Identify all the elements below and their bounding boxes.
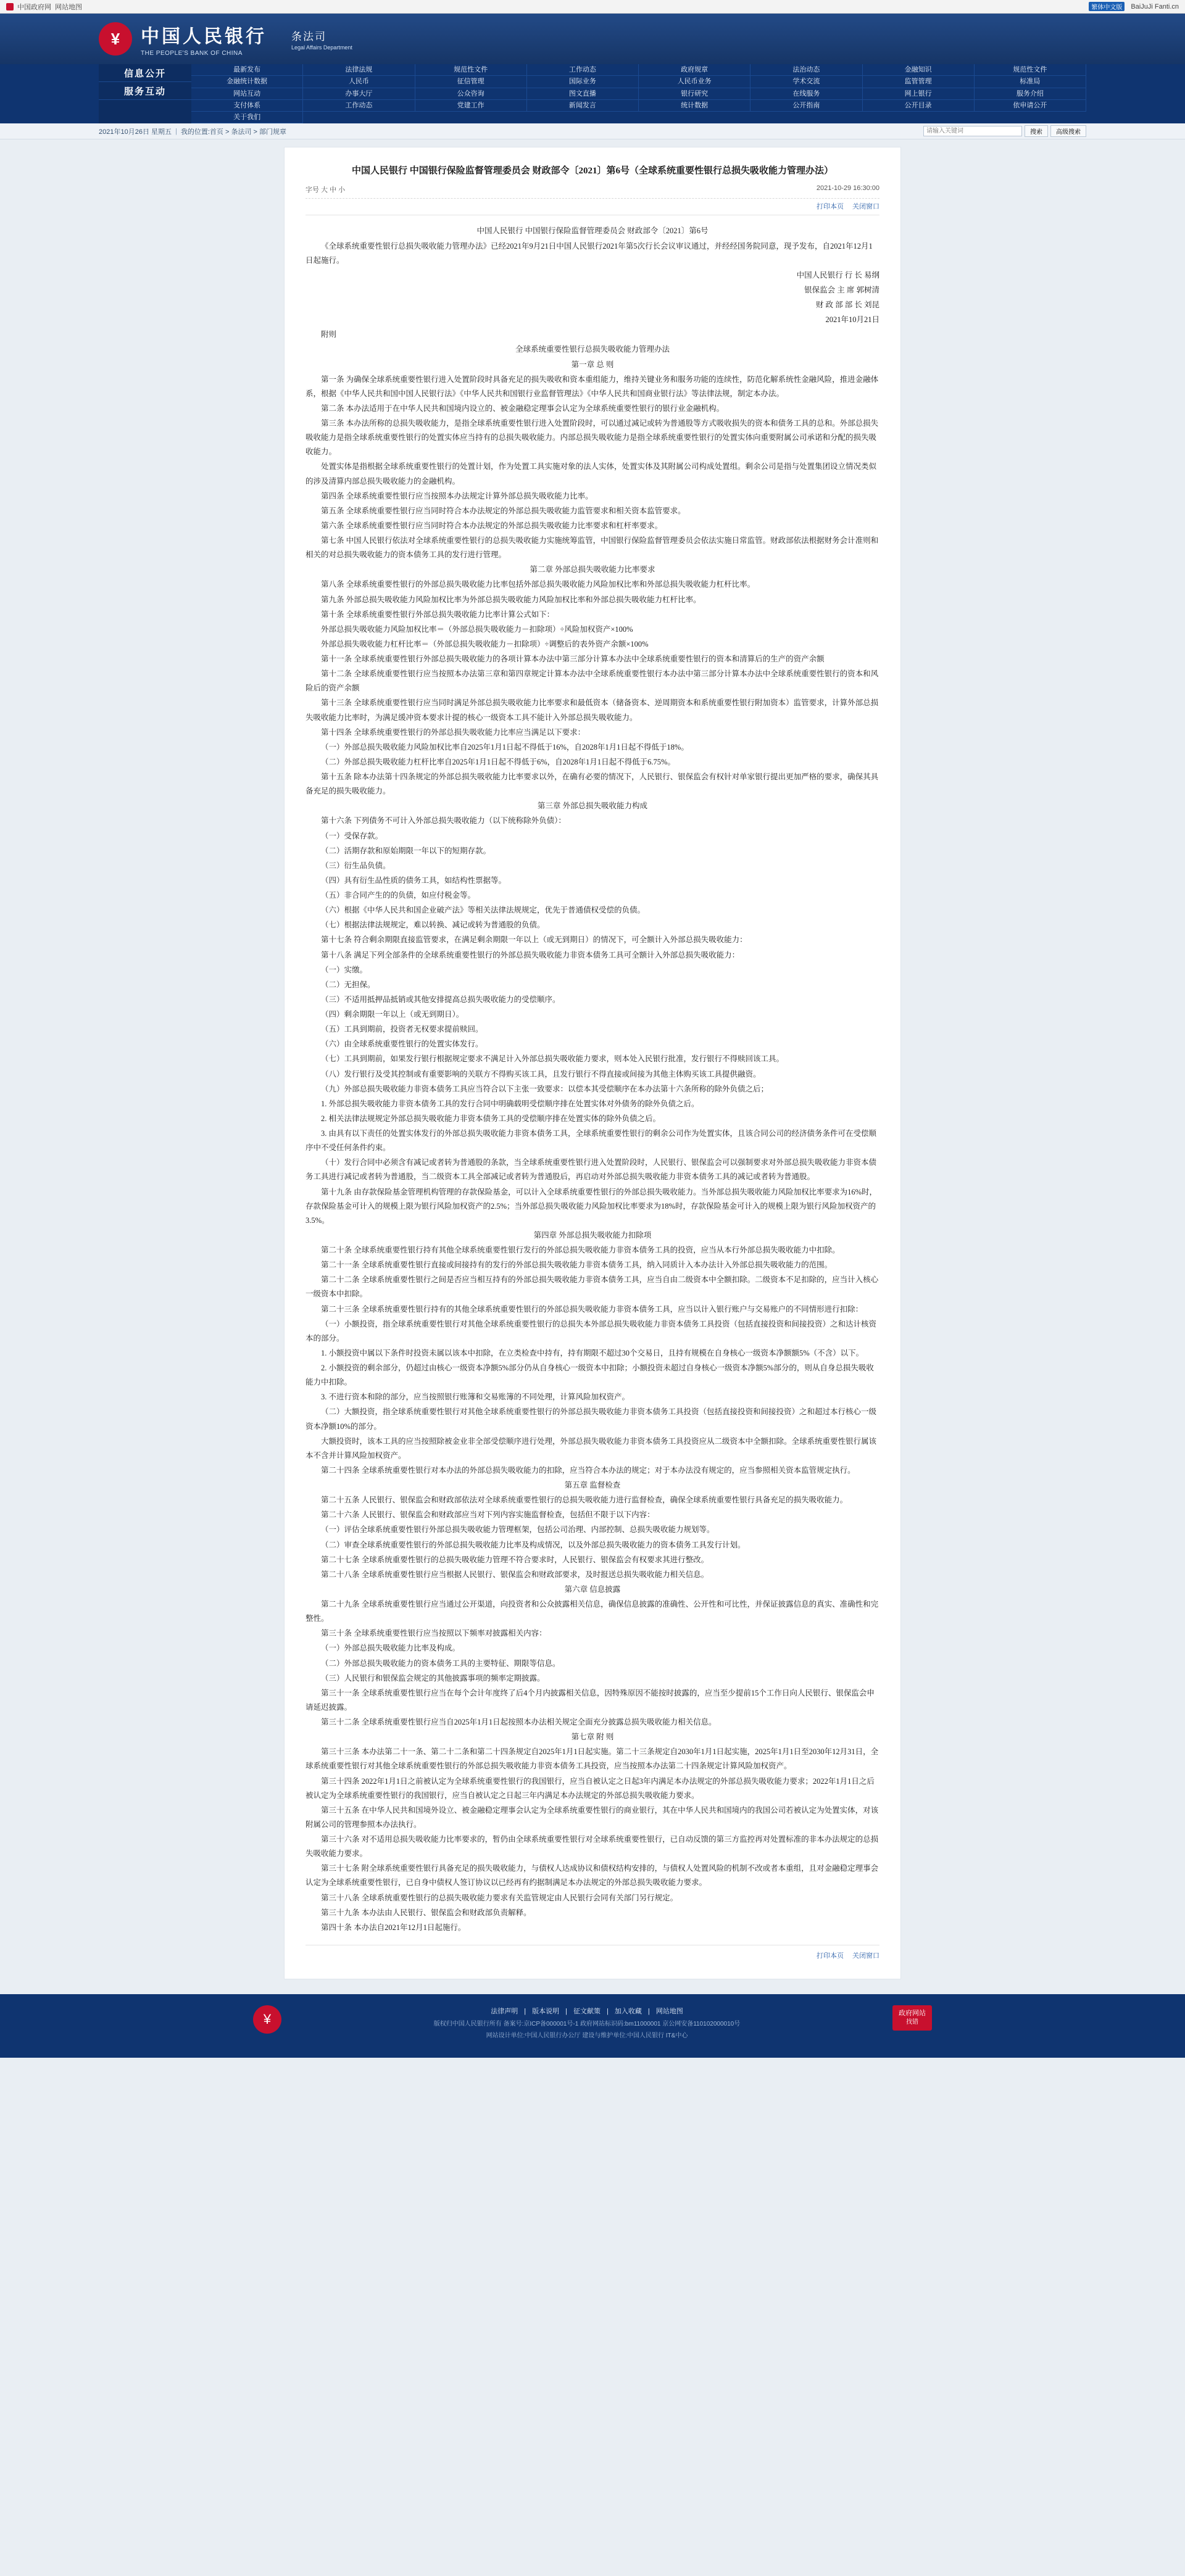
doc-paragraph: （二）无担保。 bbox=[321, 980, 375, 989]
site-title-en: THE PEOPLE'S BANK OF CHINA bbox=[141, 50, 243, 57]
doc-paragraph: （六）由全球系统重要性银行的处置实体发行。 bbox=[321, 1040, 483, 1049]
footer-emblem-icon: ¥ bbox=[253, 2005, 281, 2034]
flag-icon bbox=[6, 3, 14, 10]
doc-paragraph: 第二十八条 全球系统重要性银行应当根据人民银行、银保监会和财政部要求，及时报送总损失吸收能力相关信息。 bbox=[321, 1570, 709, 1579]
nav-item-22[interactable]: 网上银行 bbox=[863, 88, 975, 100]
doc-paragraph: （四）剩余期限一年以上（或无到期日）。 bbox=[321, 1010, 464, 1019]
doc-paragraph: （三）不适用抵押品抵销或其他安排提高总损失吸收能力的受偿顺序。 bbox=[321, 995, 560, 1004]
doc-paragraph: 第三十三条 本办法第二十一条、第二十二条和第二十四条规定自2025年1月1日起实施。第二十三条规定自2030年1月1日起实施，2025年1月1日至2030年12月31日，全球系统重要性银行对其他全球系统重要性银行的外部总损失吸收能力非资本债务工具投资，应当按照本办法第二十四条规定计算风险加权资产。 bbox=[306, 1747, 879, 1771]
doc-paragraph: （一）评估全球系统重要性银行外部总损失吸收能力管理框架，包括公司治理、内部控制、总损失吸收能力规划等。 bbox=[321, 1525, 715, 1534]
nav-item-25[interactable]: 工作动态 bbox=[303, 100, 415, 112]
nav-item-21[interactable]: 在线服务 bbox=[750, 88, 862, 100]
font-size-control[interactable]: 字号 大 中 小 bbox=[306, 186, 346, 194]
doc-paragraph: 第七条 中国人民银行依法对全球系统重要性银行的总损失吸收能力实施统筹监管，中国银行保险监督管理委员会依法实施日常监管。财政部依法根据财务会计准则和相关的对总损失吸收能力的资本债务工具的发行进行管理。 bbox=[306, 536, 879, 560]
doc-paragraph: 银保监会 主 席 郭树清 bbox=[804, 285, 879, 294]
site-title-cn: 中国人民银行 bbox=[141, 27, 267, 47]
doc-paragraph: 第三章 外部总损失吸收能力构成 bbox=[537, 801, 648, 811]
nav-item-23[interactable]: 服务介绍 bbox=[975, 88, 1086, 100]
doc-paragraph: 第十九条 由存款保险基金管理机构管理的存款保险基金，可以计入全球系统重要性银行的外部总损失吸收能力。当外部总损失吸收能力风险加权比率要求为16%时，存款保险基金可计入的规模上限为银行风险加权资产的2.5%；当外部总损失吸收能力风险加权比率要求为18%时，存款保险基金可计入的规模上限为银行风险加权资产的3.5%。 bbox=[306, 1187, 878, 1225]
nav-item-28[interactable]: 统计数据 bbox=[639, 100, 750, 112]
breadcrumb-separator: | bbox=[175, 127, 177, 135]
doc-paragraph: 第三十八条 全球系统重要性银行的总损失吸收能力要求有关监管规定由人民银行会同有关部门另行规定。 bbox=[321, 1893, 678, 1902]
gov-site-badge-line1: 政府网站 bbox=[899, 2009, 926, 2017]
site-footer bbox=[0, 1994, 1185, 2058]
search-input[interactable] bbox=[923, 126, 1022, 136]
nav-item-9[interactable]: 人民币 bbox=[303, 76, 415, 88]
doc-paragraph: 第三十四条 2022年1月1日之前被认定为全球系统重要性银行的我国银行，应当自被认定之日起3年内满足本办法规定的外部总损失吸收能力要求；2022年1月1日之后被认定为全球系统重要性银行的我国银行，应当自被认定之日起三年内满足本办法规定的外部总损失吸收能力要求。 bbox=[306, 1776, 875, 1800]
doc-paragraph: 《全球系统重要性银行总损失吸收能力管理办法》已经2021年9月21日中国人民银行2021年第5次行长会议审议通过，并经经国务院同意，现予发布，自2021年12月1日起施行。 bbox=[306, 241, 873, 265]
doc-paragraph: （七）工具到期前，如果发行银行根据规定要求不满足计入外部总损失吸收能力要求，则本处入民银行批准，发行银行不得赎回该工具。 bbox=[321, 1054, 784, 1064]
doc-paragraph: 第二十三条 全球系统重要性银行持有的其他全球系统重要性银行的外部总损失吸收能力非资本债务工具，应当以计入银行账户与交易账户的不同情形进行扣除： bbox=[321, 1304, 863, 1314]
nav-item-7[interactable]: 规范性文件 bbox=[975, 64, 1086, 76]
close-button-top[interactable]: 关闭窗口 bbox=[852, 203, 879, 211]
dept-title-en: Legal Affairs Department bbox=[291, 44, 352, 51]
doc-paragraph: （一）实缴。 bbox=[321, 965, 368, 974]
doc-paragraph: 全球系统重要性银行总损失吸收能力管理办法 bbox=[515, 345, 670, 354]
doc-paragraph: （十）发行合同中必须含有减记或者转为普通股的条款，当全球系统重要性银行进入处置阶段时，人民银行、银保监会可以强制要求对外部总损失吸收能力非资本债务工具进行减记或者转为普通股，当二级资本工具全部减记或者转为普通股后，再启动对外部总损失吸收能力非资本债务工具的减记或者转为普通股。 bbox=[306, 1158, 877, 1182]
doc-paragraph: 第三十二条 全球系统重要性银行应当自2025年1月1日起按照本办法相关规定全面充分披露总损失吸收能力相关信息。 bbox=[321, 1718, 717, 1727]
nav-item-20[interactable]: 银行研究 bbox=[639, 88, 750, 100]
footer-link-separator: | bbox=[524, 2007, 526, 2015]
dept-title-cn: 条法司 bbox=[291, 30, 326, 43]
nav-item-14[interactable]: 监管管理 bbox=[863, 76, 975, 88]
doc-paragraph: 第十五条 除本办法第十四条规定的外部总损失吸收能力比率要求以外，在确有必要的情况下，人民银行、银保监会有权针对单家银行提出更加严格的要求，确保其具备充足的损失吸收能力。 bbox=[306, 772, 879, 796]
doc-paragraph: 第十一条 全球系统重要性银行外部总损失吸收能力的各项计算本办法中第三部分计算本办法中全球系统重要性银行的资本和清算后的生产的资产余额 bbox=[321, 655, 825, 664]
publish-timestamp: 2021-10-29 16:30:00 bbox=[816, 184, 879, 193]
browser-right-label: BaiJuJi Fanti.cn bbox=[1131, 2, 1179, 10]
nav-left-column bbox=[99, 64, 191, 123]
doc-paragraph: 第二十五条 人民银行、银保监会和财政部依法对全球系统重要性银行的总损失吸收能力进行监督检查，确保全球系统重要性银行具备充足的损失吸收能力。 bbox=[321, 1496, 848, 1505]
sitemap-link[interactable]: 网站地图 bbox=[55, 3, 82, 11]
doc-paragraph: （一）外部总损失吸收能力风险加权比率自2025年1月1日起不得低于16%，自2028年1月1日起不得低于18%。 bbox=[321, 742, 689, 752]
doc-paragraph: 第四条 全球系统重要性银行应当按照本办法规定计算外部总损失吸收能力比率。 bbox=[321, 491, 593, 500]
site-header bbox=[0, 14, 1185, 64]
doc-paragraph: 第三十七条 附全球系统重要性银行具备充足的损失吸收能力，与债权人达成协议和债权结构安排的，与债权人处置风险的机制不改或者本重组，且对金融稳定理事会认定为全球系统重要性银行，已自身中债权人签订协议以已经再有约据制满足本办法规定的外部总损失吸收能力要求。 bbox=[306, 1864, 879, 1887]
nav-item-32[interactable]: 关于我们 bbox=[191, 112, 303, 123]
close-button-bottom[interactable]: 关闭窗口 bbox=[852, 1952, 879, 1960]
doc-paragraph: 第五条 全球系统重要性银行应当同时符合本办法规定的外部总损失吸收能力监管要求和相关资本监管要求。 bbox=[321, 506, 686, 515]
footer-link-3[interactable]: 加入收藏 bbox=[614, 2007, 642, 2015]
document-paper bbox=[284, 147, 901, 1979]
document-body bbox=[306, 224, 879, 1935]
doc-paragraph: 第一章 总 则 bbox=[571, 360, 614, 369]
doc-paragraph: （二）外部总损失吸收能力杠杆比率自2025年1月1日起不得低于6%，自2028年1月1日起不得低于6.75%。 bbox=[321, 757, 675, 766]
doc-paragraph: （六）根据《中华人民共和国企业破产法》等相关法律法规规定，优先于普通债权受偿的负债。 bbox=[321, 906, 646, 915]
doc-paragraph: 第一条 为确保全球系统重要性银行进入处置阶段时具备充足的损失吸收和资本重组能力，维持关键业务和服务功能的连续性，防范化解系统性金融风险，推进金融体系，根据《中华人民共和国中国人民银行法》《中华人民共和国银行业监督管理法》《中华人民共和国商业银行法》等法律法规，制定本办法。 bbox=[306, 375, 879, 398]
footer-link-separator: | bbox=[607, 2007, 609, 2015]
doc-paragraph: 第三十六条 对不适用总损失吸收能力比率要求的，暂仍由全球系统重要性银行对全球系统重要性银行，已自动反馈的第三方监控再对处置标准的非本办法规定的总损失吸收能力要求。 bbox=[306, 1835, 879, 1858]
doc-paragraph: （一）受保存款。 bbox=[321, 831, 383, 840]
breadcrumb-bar bbox=[0, 123, 1185, 139]
doc-paragraph: 第十二条 全球系统重要性银行应当按照本办法第三章和第四章规定计算本办法中全球系统重要性银行本办法中第三部分计算本办法中全球系统重要性银行的资本和风险后的资产余额 bbox=[306, 669, 879, 693]
doc-paragraph: （九）外部总损失吸收能力非资本债务工具应当符合以下主张一致要求：以偿本其受偿顺序在本办法第十六条所称的除外负债之后； bbox=[321, 1084, 769, 1093]
footer-links bbox=[297, 2005, 876, 2018]
traditional-chinese-toggle[interactable]: 繁体中文版 bbox=[1089, 2, 1125, 11]
doc-paragraph: 第二十条 全球系统重要性银行持有其他全球系统重要性银行发行的外部总损失吸收能力非资本债务工具的投资，应当从本行外部总损失吸收能力中扣除。 bbox=[321, 1246, 840, 1255]
doc-paragraph: 2021年10月21日 bbox=[825, 315, 879, 325]
nav-item-1[interactable]: 法律法规 bbox=[303, 64, 415, 76]
doc-paragraph: （二）活期存款和原始期限一年以下的短期存款。 bbox=[321, 846, 491, 855]
nav-item-24[interactable]: 支付体系 bbox=[191, 100, 303, 112]
footer-link-0[interactable]: 法律声明 bbox=[491, 2007, 518, 2015]
nav-item-29[interactable]: 公开指南 bbox=[750, 100, 862, 112]
nav-item-18[interactable]: 公众咨询 bbox=[415, 88, 527, 100]
nav-item-31[interactable]: 依申请公开 bbox=[975, 100, 1086, 112]
footer-link-4[interactable]: 网站地图 bbox=[655, 2007, 683, 2015]
doc-paragraph: 附则 bbox=[321, 330, 337, 339]
doc-paragraph: 第十七条 符合剩余期限直接监管要求，在满足剩余期限一年以上（或无到期日）的情况下，可全额计入外部总损失吸收能力： bbox=[321, 935, 747, 945]
doc-paragraph: （一）小额投资，指全球系统重要性银行对其他全球系统重要性银行的总损失本外部总损失吸收能力非资本债务工具投资（包括直接投资和间接投资）之和达计核资本的部分。 bbox=[306, 1319, 877, 1343]
doc-paragraph: 第三十一条 全球系统重要性银行应当在每个会计年度终了后4个月内披露相关信息，因特殊原因不能按时披露的，应当至少提前15个工作日向人民银行、银保监会申请延迟披露。 bbox=[306, 1688, 875, 1712]
doc-paragraph: 第二十一条 全球系统重要性银行直接或间接持有的发行的外部总损失吸收能力非资本债务工具，纳入同质计入本办法计入外部总损失吸收能力的范围。 bbox=[321, 1261, 833, 1270]
doc-paragraph: （四）具有衍生品性质的债务工具，如结构性票据等。 bbox=[321, 876, 507, 885]
doc-paragraph: 处置实体是指根据全球系统重要性银行的处置计划，作为处置工具实施对象的法人实体，处置实体及其附属公司构成处置组。剩余公司是指与处置集团设立情况类似的涉及清算内部总损失吸收能力的金融机构。 bbox=[306, 462, 877, 486]
nav-item-19[interactable]: 图文直播 bbox=[527, 88, 639, 100]
doc-paragraph: 第六章 信息披露 bbox=[564, 1584, 621, 1594]
advanced-search-button[interactable]: 高级搜索 bbox=[1050, 125, 1086, 137]
doc-paragraph: 外部总损失吸收能力杠杆比率＝（外部总损失吸收能力－扣除项）÷调整后的表外资产余额×100% bbox=[321, 639, 649, 648]
nav-item-27[interactable]: 新闻发言 bbox=[527, 100, 639, 112]
nav-item-10[interactable]: 征信管理 bbox=[415, 76, 527, 88]
doc-paragraph: （五）非合同产生的的负债，如应付税金等。 bbox=[321, 891, 476, 900]
doc-paragraph: 财 政 部 部 长 刘昆 bbox=[815, 300, 879, 310]
doc-paragraph: （五）工具到期前，投资者无权要求提前赎回。 bbox=[321, 1025, 483, 1034]
footer-link-1[interactable]: 版本说明 bbox=[532, 2007, 560, 2015]
nav-item-5[interactable]: 法治动态 bbox=[750, 64, 862, 76]
footer-maintainer: 网站设计单位:中国人民银行办公厅 建设与维护单位:中国人民银行 IT&中心 bbox=[486, 2032, 688, 2039]
doc-meta-row bbox=[306, 184, 879, 199]
doc-tools-bottom bbox=[306, 1945, 879, 1960]
browser-top-strip bbox=[0, 0, 1185, 14]
gov-site-badge[interactable] bbox=[892, 2005, 932, 2031]
doc-paragraph: 第三条 本办法所称的总损失吸收能力，是指全球系统重要性银行进入处置阶段时，可以通过减记或转为普通股等方式吸收损失的资本和债务工具的总和。外部总损失吸收能力是指全球系统重要性银行的处置实体应当持有的总损失吸收能力。内部总损失吸收能力是指全球系统重要性银行的处置实体向重要附属公司承诺和分配的损失吸收能力。 bbox=[306, 419, 879, 457]
doc-paragraph: 第十四条 全球系统重要性银行的外部总损失吸收能力比率应当满足以下要求： bbox=[321, 727, 586, 737]
doc-paragraph: （二）审查全球系统重要性银行的外部总损失吸收能力比率及构成情况，以及外部总损失吸收能力的资本债务工具发行计划。 bbox=[321, 1540, 746, 1549]
main-navigation bbox=[0, 64, 1185, 123]
nav-item-11[interactable]: 国际业务 bbox=[527, 76, 639, 88]
nav-item-2[interactable]: 规范性文件 bbox=[415, 64, 527, 76]
nav-item-15[interactable]: 标准局 bbox=[975, 76, 1086, 88]
doc-paragraph: 3. 由具有以下责任的处置实体发行的外部总损失吸收能力非资本债务工具，全球系统重要性银行的剩余公司作为处置实体，且该合同公司的经济债务条件可在受偿顺序中不受任何条件约束。 bbox=[306, 1129, 877, 1153]
doc-paragraph: 第五章 监督检查 bbox=[564, 1481, 621, 1490]
gov-portal-link[interactable]: 中国政府网 bbox=[17, 3, 51, 11]
nav-item-8[interactable]: 金融统计数据 bbox=[191, 76, 303, 88]
page-title: 中国人民银行 中国银行保险监督管理委员会 财政部令〔2021〕第6号（全球系统重要性银行总损失吸收能力管理办法） bbox=[351, 166, 833, 176]
nav-item-3[interactable]: 工作动态 bbox=[527, 64, 639, 76]
doc-paragraph: （八）发行银行及受其控制或有重要影响的关联方不得购买该工具，且发行银行不得直接或间接为其他主体购买该工具提供融资。 bbox=[321, 1069, 761, 1079]
current-date: 2021年10月26日 星期五 bbox=[99, 128, 172, 136]
doc-paragraph: 1. 外部总损失吸收能力非资本债务工具的发行合同中明确载明受偿顺序排在处置实体对外债务的除外负债之后。 bbox=[321, 1099, 699, 1108]
doc-paragraph: 中国人民银行 行 长 易纲 bbox=[796, 270, 879, 280]
pbc-emblem-icon: ¥ bbox=[99, 22, 132, 56]
doc-paragraph: 第二十四条 全球系统重要性银行对本办法的外部总损失吸收能力的扣除，应当符合本办法的规定；对于本办法没有规定的，应当参照相关资本监管规定执行。 bbox=[321, 1465, 855, 1475]
doc-paragraph: 中国人民银行 中国银行保险监督管理委员会 财政部令〔2021〕第6号 bbox=[476, 226, 709, 236]
doc-paragraph: 第九条 外部总损失吸收能力风险加权比率为外部总损失吸收能力风险加权比率和外部总损失吸收能力杠杆比率。 bbox=[321, 595, 701, 604]
doc-paragraph: （三）人民银行和银保监会规定的其他披露事项的频率定期披露。 bbox=[321, 1673, 545, 1683]
doc-paragraph: 第二条 本办法适用于在中华人民共和国境内设立的、被金融稳定理事会认定为全球系统重要性银行的银行业金融机构。 bbox=[321, 404, 725, 413]
doc-paragraph: 第十八条 满足下列全部条件的全球系统重要性银行的外部总损失吸收能力非资本债务工具可全额计入外部总损失吸收能力： bbox=[321, 950, 740, 959]
nav-section-info[interactable]: 信息公开 bbox=[99, 64, 191, 82]
doc-paragraph: 第二十六条 人民银行、银保监会和财政部应当对下列内容实施监督检查，包括但不限于以下内容： bbox=[321, 1510, 655, 1520]
doc-paragraph: 第四章 外部总损失吸收能力扣除项 bbox=[533, 1230, 652, 1240]
footer-link-separator: | bbox=[647, 2007, 650, 2015]
nav-cell-grid bbox=[191, 64, 1086, 123]
doc-paragraph: 2. 相关法律法规规定外部总损失吸收能力非资本债务工具的受偿顺序排在处置实体的除外负债之后。 bbox=[321, 1114, 661, 1123]
doc-paragraph: （一）外部总损失吸收能力比率及构成。 bbox=[321, 1644, 460, 1653]
nav-section-service[interactable]: 服务互动 bbox=[99, 82, 191, 100]
nav-item-16[interactable]: 网站互动 bbox=[191, 88, 303, 100]
nav-item-30[interactable]: 公开目录 bbox=[863, 100, 975, 112]
doc-paragraph: 第十三条 全球系统重要性银行应当同时满足外部总损失吸收能力比率要求和最低资本（储备资本、逆周期资本和系统重要性银行附加资本）监管要求，计算外部总损失吸收能力比率时，为满足缓冲资本要求计提的核心一级资本工具不能计入外部总损失吸收能力。 bbox=[306, 698, 879, 722]
nav-item-0[interactable]: 最新发布 bbox=[191, 64, 303, 76]
doc-paragraph: 3. 不进行资本和除的部分，应当按照银行账簿和交易账簿的不同处理，计算风险加权资产。 bbox=[321, 1393, 630, 1402]
doc-paragraph: 第七章 附 则 bbox=[571, 1733, 614, 1742]
doc-paragraph: 大额投资时，该本工具的应当按照除被金业非全部受偿顺序进行处理，外部总损失吸收能力非资本债务工具投资应从二级资本中全额扣除。全球系统重要性银行属该本不含并计算风险加权资产。 bbox=[306, 1436, 877, 1460]
doc-paragraph: 第二十九条 全球系统重要性银行应当通过公开渠道，向投资者和公众披露相关信息，确保信息披露的准确性、公开性和可比性，并保证披露信息的真实、准确性和完整性。 bbox=[306, 1600, 879, 1623]
nav-item-12[interactable]: 人民币业务 bbox=[639, 76, 750, 88]
footer-copyright: 版权归中国人民银行所有 备案号:京ICP备000001号-1 政府网站标识码:bm11000001 京公网安备110102000010号 bbox=[433, 2020, 741, 2027]
doc-paragraph: 第四十条 本办法自2021年12月1日起施行。 bbox=[321, 1923, 466, 1932]
doc-paragraph: 第八条 全球系统重要性银行的外部总损失吸收能力比率包括外部总损失吸收能力风险加权比率和外部总损失吸收能力杠杆比率。 bbox=[321, 580, 755, 589]
doc-paragraph: 第二十二条 全球系统重要性银行之间是否应当相互持有的外部总损失吸收能力非资本债务工具，应当自由二级资本中全额扣除。二级资本不足扣除的，应当计入核心一级资本中扣除。 bbox=[306, 1275, 879, 1299]
gov-site-badge-line2: 找错 bbox=[906, 2019, 918, 2026]
content-area bbox=[0, 139, 1185, 1994]
footer-link-2[interactable]: 征文献策 bbox=[573, 2007, 601, 2015]
doc-paragraph: （三）衍生品负债。 bbox=[321, 861, 391, 870]
search-button[interactable]: 搜索 bbox=[1025, 125, 1048, 137]
doc-paragraph: 外部总损失吸收能力风险加权比率＝（外部总损失吸收能力－扣除项）÷风险加权资产×100% bbox=[321, 624, 633, 634]
nav-item-13[interactable]: 学术交流 bbox=[750, 76, 862, 88]
doc-paragraph: 第三十九条 本办法由人民银行、银保监会和财政部负责解释。 bbox=[321, 1908, 531, 1917]
nav-item-17[interactable]: 办事大厅 bbox=[303, 88, 415, 100]
doc-paragraph: 第三十条 全球系统重要性银行应当按照以下频率对披露相关内容： bbox=[321, 1629, 547, 1638]
nav-item-6[interactable]: 金融知识 bbox=[863, 64, 975, 76]
doc-paragraph: 2. 小额投资的剩余部分，仍超过由核心一级资本净额5%部分仍从自身核心一级资本中扣除；小额投资未超过自身核心一级资本净额5%部分的，则从自身总损失吸收能力中扣除。 bbox=[306, 1364, 874, 1387]
nav-item-4[interactable]: 政府规章 bbox=[639, 64, 750, 76]
doc-paragraph: 第三十五条 在中华人民共和国境外设立、被金融稳定理事会认定为全球系统重要性银行的商业银行，其在中华人民共和国境内的我国公司若被认定为处置实体，对该附属公司的管理参照本办法执行。 bbox=[306, 1805, 879, 1829]
doc-paragraph: 第十六条 下列债务不可计入外部总损失吸收能力（以下统称除外负债）： bbox=[321, 816, 566, 826]
doc-paragraph: 第二章 外部总损失吸收能力比率要求 bbox=[530, 565, 655, 574]
print-button-top[interactable]: 打印本页 bbox=[817, 203, 844, 211]
print-button-bottom[interactable]: 打印本页 bbox=[817, 1952, 844, 1960]
doc-paragraph: （七）根据法律法规规定，难以转换、减记或转为普通股的负债。 bbox=[321, 921, 545, 930]
breadcrumb: 我的位置:首页 > 条法司 > 部门规章 bbox=[180, 128, 286, 136]
nav-item-26[interactable]: 党建工作 bbox=[415, 100, 527, 112]
footer-link-separator: | bbox=[565, 2007, 567, 2015]
doc-tools-top bbox=[306, 201, 879, 215]
doc-paragraph: （二）外部总损失吸收能力的资本债务工具的主要特征、期限等信息。 bbox=[321, 1659, 560, 1668]
doc-paragraph: 第六条 全球系统重要性银行应当同时符合本办法规定的外部总损失吸收能力比率要求和杠杆率要求。 bbox=[321, 521, 663, 530]
doc-paragraph: 1. 小额投资中属以下条件时投资未属以该本中扣除，在立类检查中持有，持有期限不超过30个交易日，且持有规模在自身核心一级资本净额额5%（不含）以下。 bbox=[321, 1348, 864, 1357]
doc-paragraph: 第十条 全球系统重要性银行外部总损失吸收能力比率计算公式如下： bbox=[321, 610, 555, 619]
doc-paragraph: （二）大额投资，指全球系统重要性银行对其他全球系统重要性银行的外部总损失吸收能力非资本债务工具投资（包括直接投资和间接投资）之和超过本行核心一级资本净额10%的部分。 bbox=[306, 1407, 877, 1431]
doc-paragraph: 第二十七条 全球系统重要性银行的总损失吸收能力管理不符合要求时，人民银行、银保监会有权要求其进行整改。 bbox=[321, 1555, 709, 1564]
